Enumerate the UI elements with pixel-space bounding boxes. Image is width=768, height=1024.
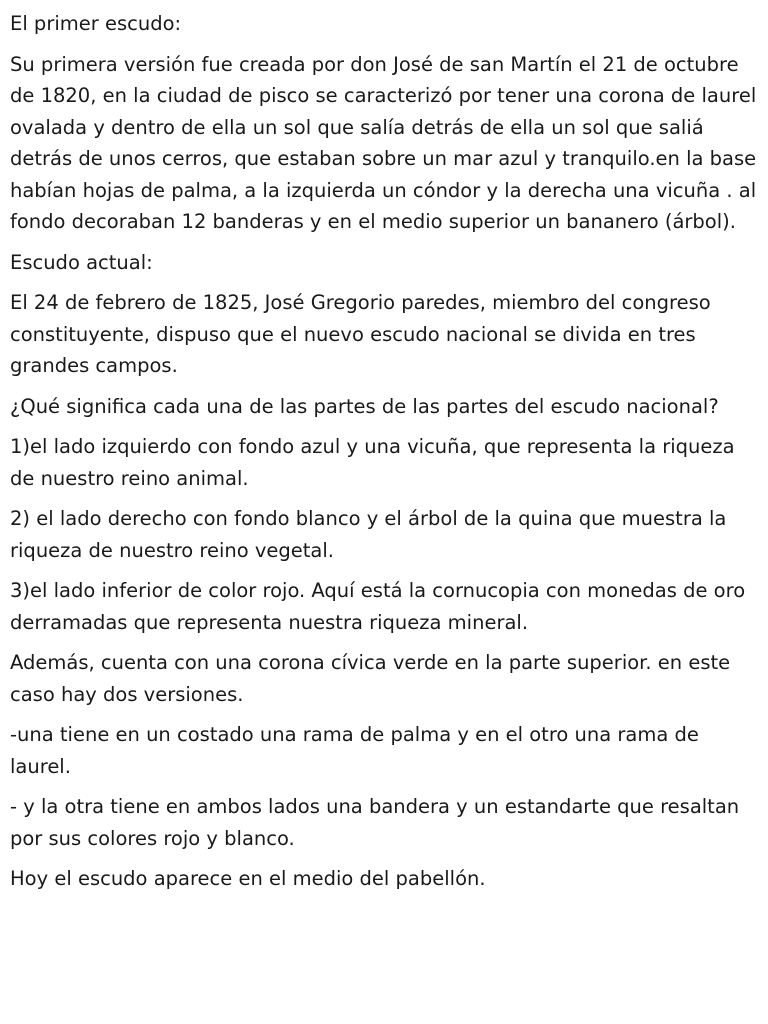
list-item-lado-izquierdo: 1)el lado izquierdo con fondo azul y una vicuña, que representa la riqueza de nuestro reino animal. — [10, 435, 735, 490]
paragraph-corona-civica: Además, cuenta con una corona cívica verde en la parte superior. en este caso hay dos versiones. — [10, 651, 731, 706]
heading-escudo-actual: Escudo actual: — [10, 250, 153, 274]
paragraph-version-palma: -una tiene en un costado una rama de palma y en el otro una rama de laurel. — [10, 723, 699, 778]
paragraph-primer-escudo: Su primera versión fue creada por don José de san Martín el 21 de octubre de 1820, en la ciudad de pisco se caracterizó por tener una corona de laurel ovalada y dentro de ella un sol que salía detrás de ella un sol que saliá detrás de unos cerros, que estaban sobre un mar azul y tranquilo.en la base habían hojas de palma, a la izquierda un cóndor y la derecha una vicuña . al fondo decoraban 12 banderas y en el medio superior un bananero (árbol). — [10, 52, 757, 233]
paragraph-pabellon: Hoy el escudo aparece en el medio del pabellón. — [10, 867, 486, 890]
heading-primer-escudo: El primer escudo: — [10, 12, 182, 35]
list-item-lado-derecho: 2) el lado derecho con fondo blanco y el árbol de la quina que muestra la riqueza de nuestro reino vegetal. — [10, 507, 727, 562]
question-significado: ¿Qué significa cada una de las partes de las partes del escudo nacional? — [10, 394, 719, 418]
list-item-lado-inferior: 3)el lado inferior de color rojo. Aquí está la cornucopia con monedas de oro derramadas que representa nuestra riqueza mineral. — [10, 579, 746, 634]
paragraph-escudo-actual: El 24 de febrero de 1825, José Gregorio paredes, miembro del congreso constituyente, dispuso que el nuevo escudo nacional se divida en tres grandes campos. — [10, 291, 711, 377]
paragraph-version-bandera: - y la otra tiene en ambos lados una bandera y un estandarte que resaltan por sus colores rojo y blanco. — [10, 795, 740, 850]
document-body — [10, 8, 758, 904]
